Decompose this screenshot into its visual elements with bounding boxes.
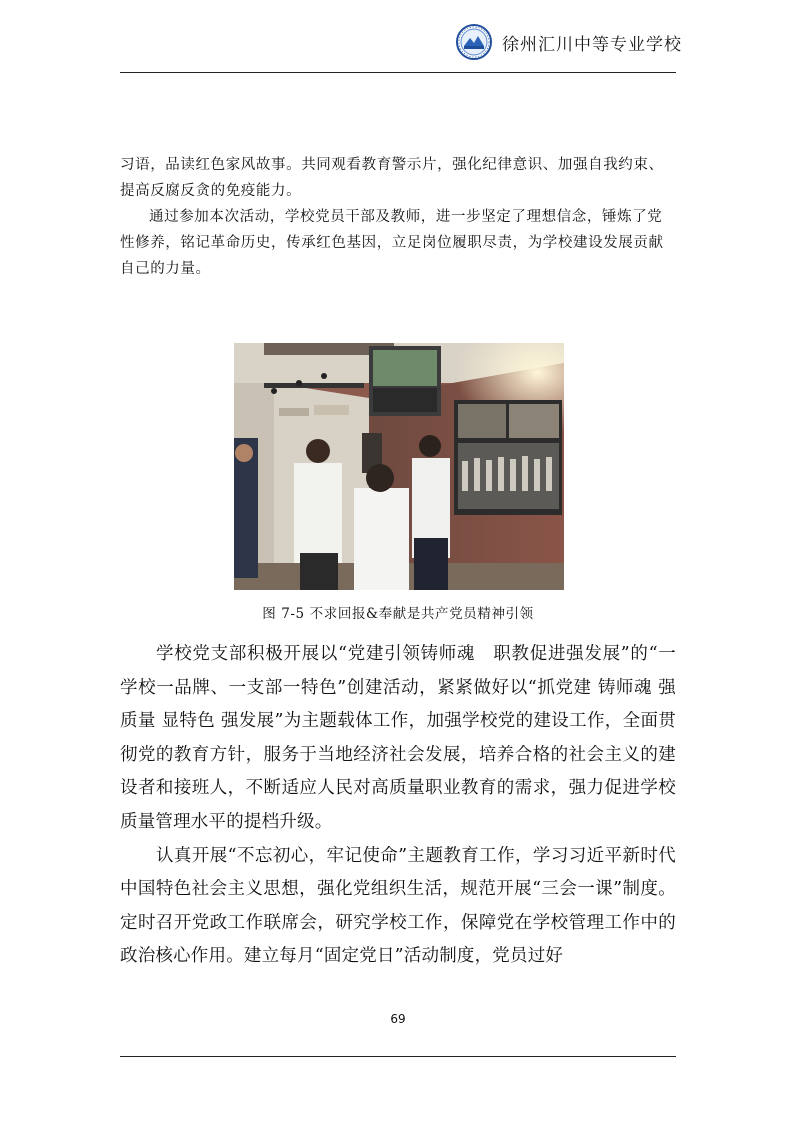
- figure-caption: 图 7-5 不求回报&奉献是共产党员精神引领: [262, 606, 534, 622]
- school-emblem-icon: [456, 24, 492, 60]
- school-name: 徐州汇川中等专业学校: [502, 35, 682, 55]
- body-paragraph-1: 学校党支部积极开展以“党建引领铸师魂 职教促进强发展”的“一学校一品牌、一支部一特色”创建活动，紧紧做好以“抓党建 铸师魂 强质量 显特色 强发展”为主题载体工作，加强学校党的建设工作，全面贯彻党的教育方针，服务于当地经济社会发展，培养合格的社会主义的建设者和接班人，不断适应人民对高质量职业教育的需求，强力促进学校质量管理水平的提档升级。: [120, 644, 676, 832]
- exhibition-photo: [234, 343, 564, 590]
- intro-line-2: 提高反腐反贪的免疫能力。: [120, 183, 302, 199]
- intro-text: [120, 152, 676, 282]
- footer-rule: [120, 1056, 676, 1057]
- body-text: [120, 638, 676, 974]
- body-paragraph-2: 认真开展“不忘初心，牢记使命”主题教育工作，学习习近平新时代中国特色社会主义思想，强化党组织生活，规范开展“三会一课”制度。定时召开党政工作联席会，研究学校工作，保障党在学校管理工作中的政治核心作用。建立每月“固定党日”活动制度，党员过好: [120, 845, 676, 967]
- header-rule: [120, 72, 676, 73]
- intro-line-1: 习语，品读红色家风故事。共同观看教育警示片，强化纪律意识、加强自我约束、: [120, 157, 664, 173]
- page-number: 69: [390, 1012, 406, 1026]
- intro-paragraph-2: 通过参加本次活动，学校党员干部及教师，进一步坚定了理想信念，锤炼了党性修养，铭记革命历史，传承红色基因，立足岗位履职尽责，为学校建设发展贡献自己的力量。: [120, 209, 664, 277]
- page-header: [120, 22, 682, 74]
